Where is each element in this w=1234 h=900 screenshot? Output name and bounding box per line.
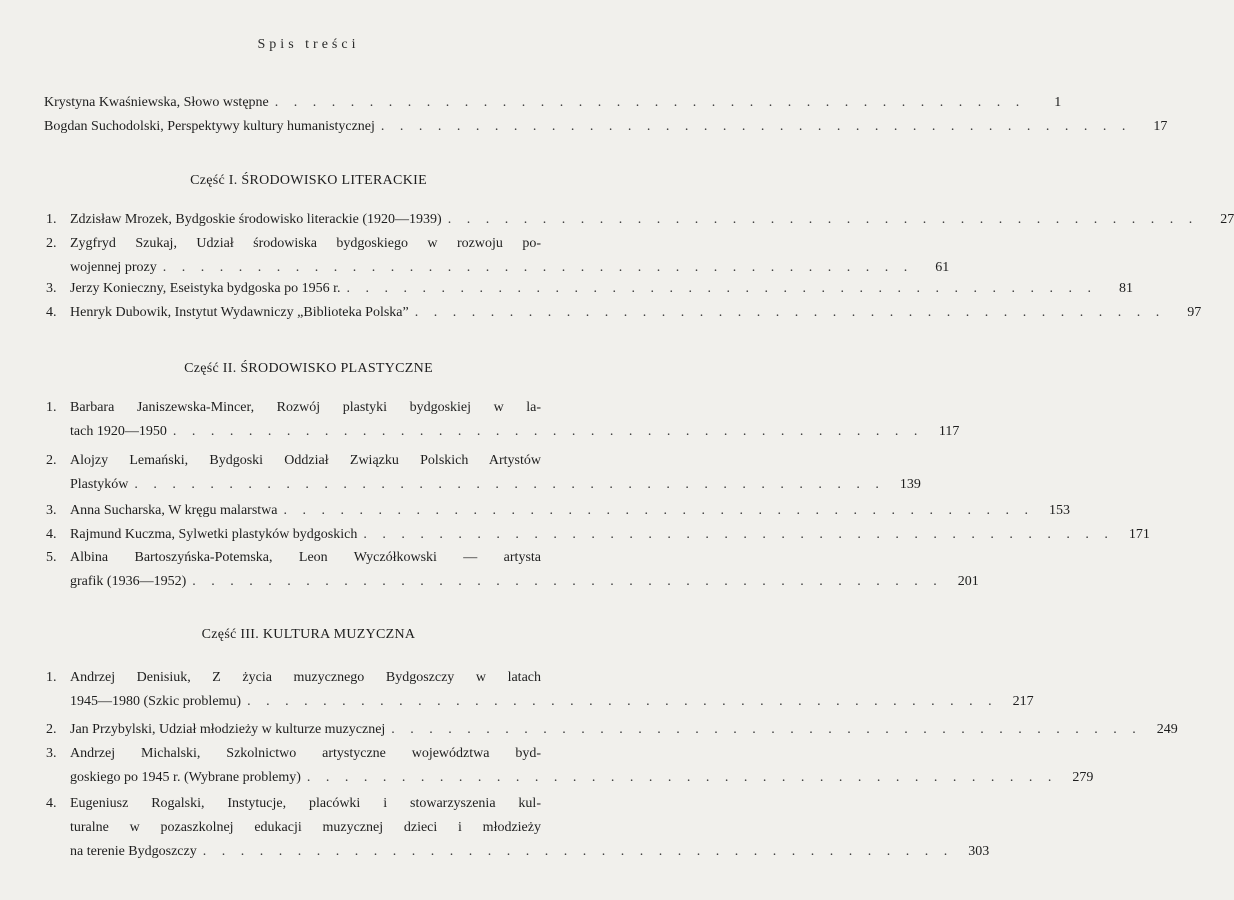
page-number: 61: [935, 260, 950, 275]
toc-entry-line: [46, 396, 571, 420]
dot-leader: . . . . . . . . . . . . . . . . . . . . . . . . . . . . . . . . . . . . . . . .: [447, 212, 1199, 227]
toc-entry: [46, 792, 990, 864]
dot-leader: . . . . . . . . . . . . . . . . . . . . . . . . . . . . . . . . . . . . . . . .: [363, 527, 1114, 542]
entry-number: 2.: [46, 236, 57, 251]
dot-leader: . . . . . . . . . . . . . . . . . . . . . . . . . . . . . . . . . . . . . . . .: [283, 503, 1034, 518]
toc-entry: [46, 499, 1070, 523]
page-number: 97: [1187, 305, 1202, 320]
toc-entry-line: [44, 91, 1062, 115]
toc-entry: [44, 91, 1062, 115]
dot-leader: . . . . . . . . . . . . . . . . . . . . . . . . . . . . . . . . . . . . . . . .: [247, 694, 998, 709]
toc-entry-line: [46, 718, 1178, 742]
entry-number: 4.: [46, 796, 57, 811]
entry-number: 4.: [46, 305, 57, 320]
page-number: 303: [968, 844, 990, 859]
toc-entry-line: [46, 742, 571, 766]
dot-leader: . . . . . . . . . . . . . . . . . . . . . . . . . . . . . . . . . . . . . . . .: [346, 281, 1097, 296]
toc-entry-line: [46, 301, 1202, 325]
page-number: 153: [1048, 503, 1070, 518]
toc-entry: [46, 396, 960, 444]
toc-entry: [46, 523, 1150, 547]
page-number: 1: [1054, 95, 1062, 110]
entry-number: 5.: [46, 550, 57, 565]
dot-leader: . . . . . . . . . . . . . . . . . . . . . . . . . . . . . . . . . . . . . . . .: [202, 844, 954, 859]
entry-number: 1.: [46, 400, 57, 415]
entry-text: Jan Przybylski, Udział młodzieży w kulturze muzycznej: [70, 722, 386, 737]
toc-entry: [46, 277, 1133, 301]
entry-text: goskiego po 1945 r. (Wybrane problemy): [70, 770, 301, 785]
entry-text: Rajmund Kuczma, Sylwetki plastyków bydgoskich: [70, 527, 358, 542]
toc-entry-line: [46, 766, 1094, 790]
page-number: 217: [1012, 694, 1034, 709]
toc-entry-line: [44, 115, 1168, 139]
entry-text: Zdzisław Mrozek, Bydgoskie środowisko literackie (1920—1939): [70, 212, 442, 227]
entry-text: Andrzej Michalski, Szkolnictwo artystyczne województwa byd-: [70, 746, 541, 761]
toc-entry-line: [46, 792, 571, 816]
dot-leader: . . . . . . . . . . . . . . . . . . . . . . . . . . . . . . . . . . . . . . . .: [414, 305, 1166, 320]
entry-text: Eugeniusz Rogalski, Instytucje, placówki i stowarzyszenia kul-: [70, 796, 541, 811]
section-heading: Część I. ŚRODOWISKO LITERACKIE: [190, 173, 427, 188]
entry-number: 2.: [46, 453, 57, 468]
toc-entry: [46, 546, 979, 594]
toc-entry-line: [46, 816, 571, 840]
page-number: 17: [1153, 119, 1168, 134]
page-number: 279: [1072, 770, 1094, 785]
toc-entry-line: [46, 277, 1133, 301]
entry-text: wojennej prozy: [70, 260, 157, 275]
dot-leader: . . . . . . . . . . . . . . . . . . . . . . . . . . . . . . . . . . . . . . . .: [172, 424, 924, 439]
toc-entry-line: [46, 690, 1034, 714]
toc-entry: [46, 449, 921, 497]
page-number: 117: [938, 424, 960, 439]
entry-text: Jerzy Konieczny, Eseistyka bydgoska po 1956 r.: [70, 281, 341, 296]
toc-entry-line: [46, 449, 571, 473]
entry-text: Zygfryd Szukaj, Udział środowiska bydgoskiego w rozwoju po-: [70, 236, 541, 251]
entry-number: 1.: [46, 212, 57, 227]
dot-leader: . . . . . . . . . . . . . . . . . . . . . . . . . . . . . . . . . . . . . . . .: [380, 119, 1132, 134]
entry-text: turalne w pozaszkolnej edukacji muzycznej dzieci i młodzieży: [70, 820, 541, 835]
toc-entry-line: [46, 232, 571, 256]
dot-leader: . . . . . . . . . . . . . . . . . . . . . . . . . . . . . . . . . . . . . . . .: [391, 722, 1142, 737]
entry-number: 3.: [46, 746, 57, 761]
dot-leader: . . . . . . . . . . . . . . . . . . . . . . . . . . . . . . . . . . . . . . . .: [162, 260, 914, 275]
toc-entry-line: [46, 666, 571, 690]
toc-entry-line: [46, 499, 1070, 523]
toc-entry-line: [46, 208, 1234, 232]
entry-text: na terenie Bydgoszczy: [70, 844, 197, 859]
toc-entry-line: [46, 473, 921, 497]
toc-entry: [46, 232, 950, 280]
page-number: 201: [957, 574, 979, 589]
page-number: 81: [1118, 281, 1133, 296]
toc-entry-line: [46, 546, 571, 570]
toc-entry-line: [46, 420, 960, 444]
entry-text: Barbara Janiszewska-Mincer, Rozwój plastyki bydgoskiej w la-: [70, 400, 541, 415]
entry-number: 4.: [46, 527, 57, 542]
entry-text: Krystyna Kwaśniewska, Słowo wstępne: [44, 95, 269, 110]
entry-text: 1945—1980 (Szkic problemu): [70, 694, 242, 709]
entry-text: Andrzej Denisiuk, Z życia muzycznego Bydgoszczy w latach: [70, 670, 541, 685]
entry-text: Plastyków: [70, 477, 129, 492]
toc-entry: [46, 718, 1178, 742]
toc-entry: [46, 742, 1094, 790]
section-heading: Część III. KULTURA MUZYCZNA: [201, 627, 416, 642]
toc-entry: [46, 208, 1234, 232]
page-title: Spis treści: [257, 37, 360, 52]
entry-text: Anna Sucharska, W kręgu malarstwa: [70, 503, 278, 518]
dot-leader: . . . . . . . . . . . . . . . . . . . . . . . . . . . . . . . . . . . . . . . .: [134, 477, 885, 492]
page-number: 249: [1156, 722, 1178, 737]
toc-entry: [44, 115, 1168, 139]
toc-entry-line: [46, 570, 979, 594]
entry-text: Henryk Dubowik, Instytut Wydawniczy „Biblioteka Polska”: [70, 305, 409, 320]
entry-number: 3.: [46, 503, 57, 518]
page-number: 171: [1128, 527, 1150, 542]
dot-leader: . . . . . . . . . . . . . . . . . . . . . . . . . . . . . . . . . . . . . . . .: [192, 574, 943, 589]
dot-leader: . . . . . . . . . . . . . . . . . . . . . . . . . . . . . . . . . . . . . . . .: [306, 770, 1058, 785]
toc-entry: [46, 666, 1034, 714]
section-heading: Część II. ŚRODOWISKO PLASTYCZNE: [184, 361, 433, 376]
dot-leader: . . . . . . . . . . . . . . . . . . . . . . . . . . . . . . . . . . . . . . . .: [274, 95, 1026, 110]
toc-entry-line: [46, 523, 1150, 547]
entry-text: tach 1920—1950: [70, 424, 167, 439]
entry-text: Albina Bartoszyńska-Potemska, Leon Wyczółkowski — artysta: [70, 550, 541, 565]
entry-number: 2.: [46, 722, 57, 737]
page-number: 27: [1220, 212, 1234, 227]
entry-number: 3.: [46, 281, 57, 296]
page-number: 139: [899, 477, 921, 492]
entry-text: grafik (1936—1952): [70, 574, 187, 589]
entry-number: 1.: [46, 670, 57, 685]
entry-text: Alojzy Lemański, Bydgoski Oddział Związku Polskich Artystów: [70, 453, 541, 468]
toc-entry: [46, 301, 1202, 325]
entry-text: Bogdan Suchodolski, Perspektywy kultury humanistycznej: [44, 119, 375, 134]
toc-entry-line: [46, 840, 990, 864]
